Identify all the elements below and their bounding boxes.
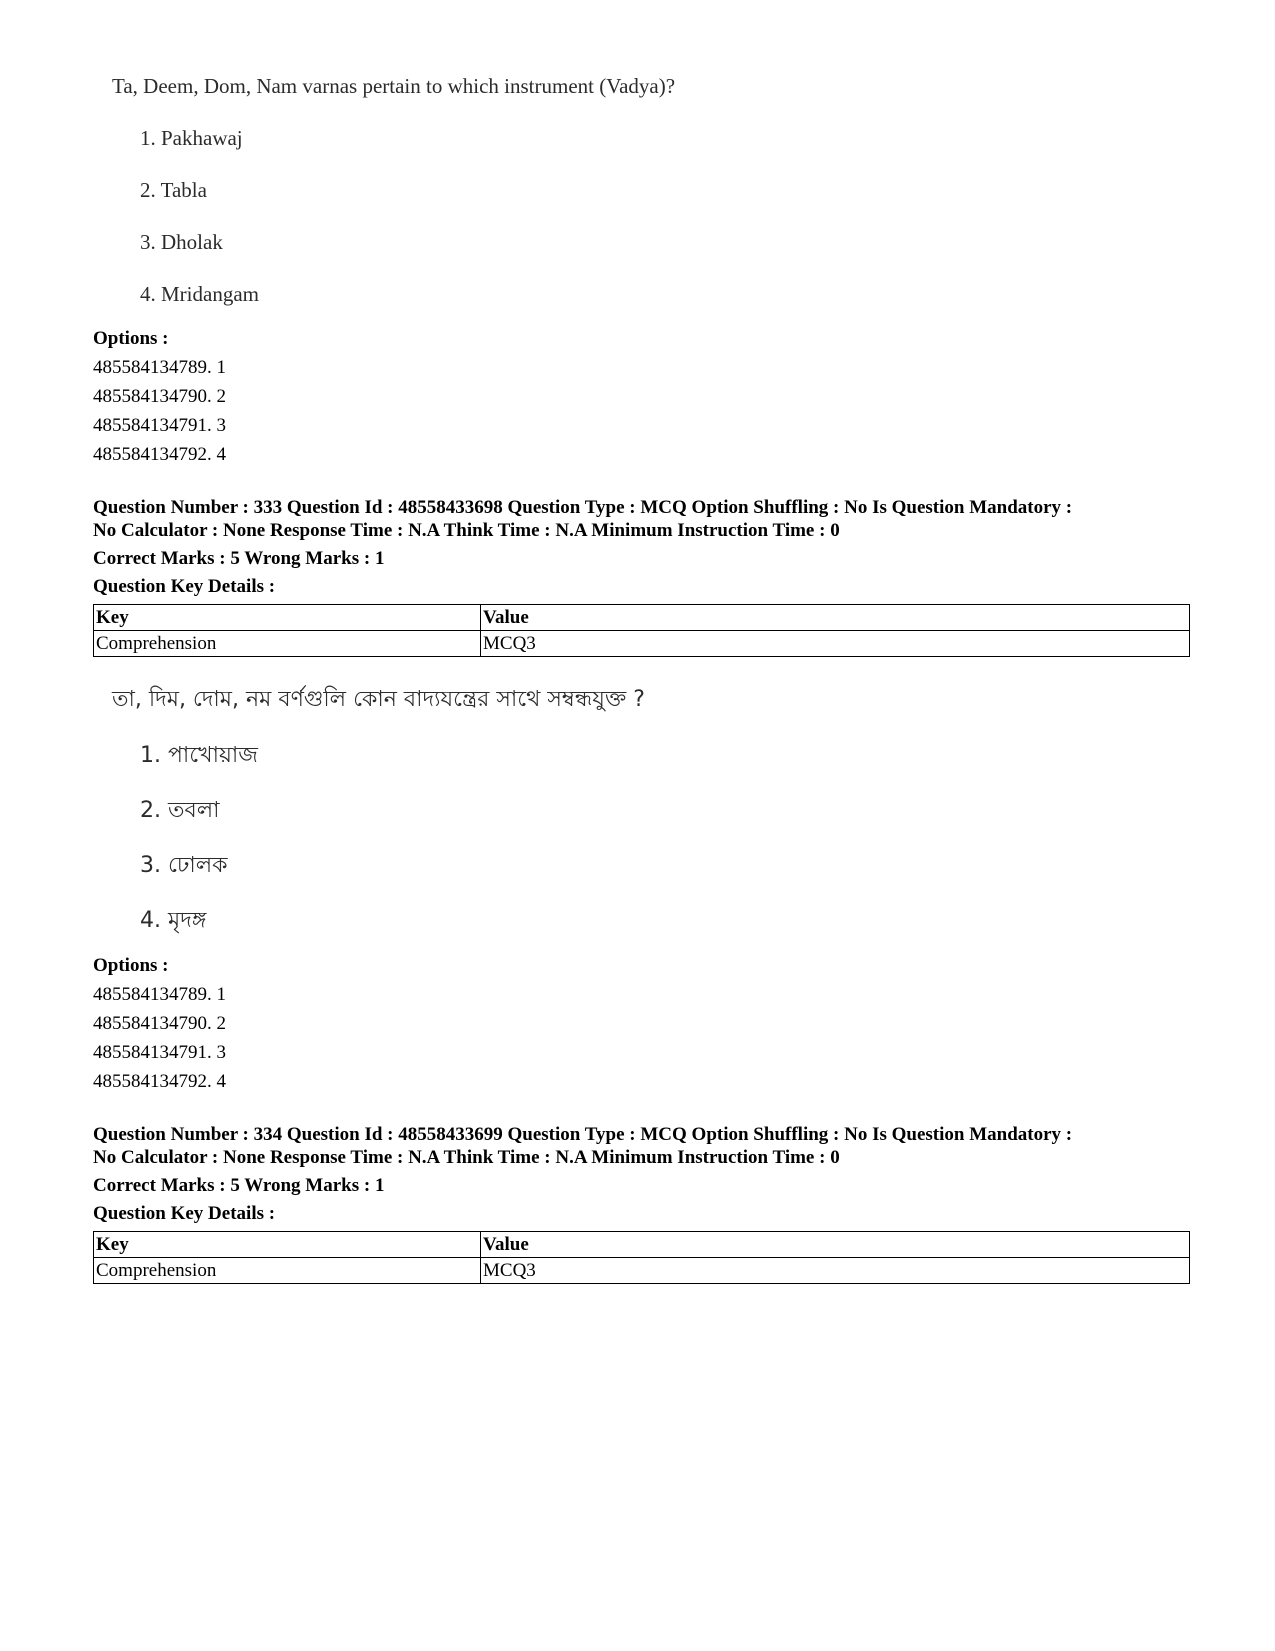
question-option: 4. Mridangam (140, 282, 259, 306)
table-cell-key: Comprehension (94, 631, 481, 657)
question-option: 1. পাখোয়াজ (140, 743, 258, 768)
options-label: Options : (93, 328, 169, 349)
question-image-bengali (112, 682, 645, 933)
table-header-key: Key (94, 1232, 481, 1258)
question-option: 2. তবলা (140, 798, 220, 823)
option-id: 485584134789. 1 (93, 357, 226, 378)
option-id: 485584134792. 4 (93, 444, 226, 465)
question-option: 3. ঢোলক (140, 853, 228, 878)
question-header-line2: No Calculator : None Response Time : N.A Think Time : N.A Minimum Instruction Time : 0 (93, 520, 840, 541)
table-header-value: Value (481, 1232, 1190, 1258)
question-key-table (93, 604, 1190, 657)
table-cell-value: MCQ3 (481, 1258, 1190, 1284)
options-label: Options : (93, 955, 169, 976)
question-marks: Correct Marks : 5 Wrong Marks : 1 (93, 1175, 385, 1196)
table-header-value: Value (481, 605, 1190, 631)
table-row (94, 1258, 1190, 1284)
question-option: 2. Tabla (140, 178, 207, 202)
question-option: 3. Dholak (140, 230, 223, 254)
question-stem: তা, দিম, দোম, নম বর্ণগুলি কোন বাদ্যযন্ত্রের সাথে সম্বন্ধযুক্ত ? (112, 687, 645, 712)
table-header-row (94, 605, 1190, 631)
question-option: 4. মৃদঙ্গ (140, 908, 207, 933)
question-option: 1. Pakhawaj (140, 126, 243, 150)
question-header-line2: No Calculator : None Response Time : N.A Think Time : N.A Minimum Instruction Time : 0 (93, 1147, 840, 1168)
option-id: 485584134791. 3 (93, 415, 226, 436)
question-header-line1: Question Number : 334 Question Id : 48558433699 Question Type : MCQ Option Shuffling : No Is Question Mandatory : (93, 1124, 1073, 1145)
options-list (93, 324, 226, 469)
option-id: 485584134790. 2 (93, 386, 226, 407)
options-list (93, 951, 226, 1096)
option-id: 485584134789. 1 (93, 984, 226, 1005)
table-cell-value: MCQ3 (481, 631, 1190, 657)
option-id: 485584134790. 2 (93, 1013, 226, 1034)
table-row (94, 631, 1190, 657)
question-image-english (112, 74, 675, 99)
question-key-details-label: Question Key Details : (93, 576, 276, 597)
table-header-key: Key (94, 605, 481, 631)
question-stem: Ta, Deem, Dom, Nam varnas pertain to which instrument (Vadya)? (112, 74, 676, 98)
question-header-line1: Question Number : 333 Question Id : 48558433698 Question Type : MCQ Option Shuffling : No Is Question Mandatory : (93, 497, 1073, 518)
question-key-details-label: Question Key Details : (93, 1203, 276, 1224)
option-id: 485584134792. 4 (93, 1071, 226, 1092)
table-cell-key: Comprehension (94, 1258, 481, 1284)
table-header-row (94, 1232, 1190, 1258)
question-key-table (93, 1231, 1190, 1284)
option-id: 485584134791. 3 (93, 1042, 226, 1063)
question-marks: Correct Marks : 5 Wrong Marks : 1 (93, 548, 385, 569)
